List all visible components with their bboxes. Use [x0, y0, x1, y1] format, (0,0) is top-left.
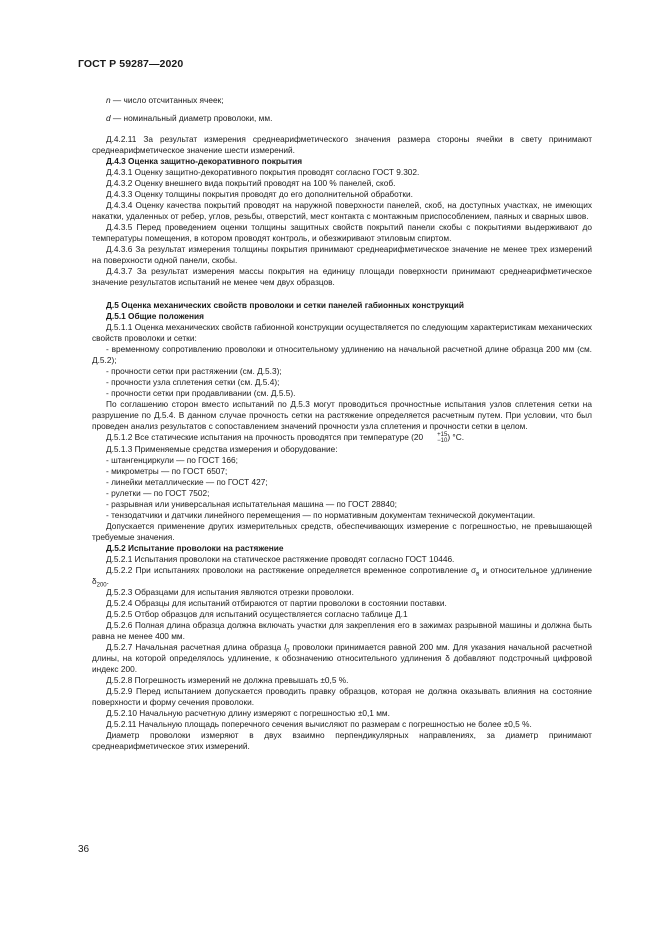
paragraph: Д.5.1.1 Оценка механических свойств габионной конструкции осуществляется по следующим характеристикам механических свойств проволоки и сетки: — [92, 322, 592, 343]
paragraph: Д.4.3.1 Оценку защитно-декоративного покрытия проводят согласно ГОСТ 9.302. — [106, 167, 420, 177]
list-item: - микрометры — по ГОСТ 6507; — [106, 466, 228, 476]
paragraph: Д.5.2.7 Начальная расчетная длина образца $l_0$ проволоки принимается равной 200 мм. Для указания начальной расчетной длины, на которой определялось удлинение, к обозначению относительного удлинения δ добавляют подстрочный цифровой индекс 200. — [92, 642, 592, 674]
list-item: - прочности сетки при растяжении (см. Д.5.3); — [106, 366, 282, 376]
document-header: ГОСТ Р 59287—2020 — [78, 58, 184, 70]
paragraph: Д.5.2.5 Отбор образцов для испытаний осуществляется согласно таблице Д.1 — [106, 609, 408, 619]
paragraph: Д.4.3.6 За результат измерения толщины покрытия принимают среднеарифметическое значение не менее трех измерений на поверхности одной панели, скобы. — [92, 244, 592, 265]
list-item: - тензодатчики и датчики линейного перемещения — по нормативным документам технической документации. — [106, 510, 536, 520]
paragraph: Д.5.2.2 При испытаниях проволоки на растяжение определяется временное сопротивление $\sigma_в$ и относительное удлинение $\delta_{200}$. — [92, 565, 592, 589]
paragraph: Диаметр проволоки измеряют в двух взаимно перпендикулярных направлениях, за диаметр принимают среднеарифметическое этих измерений. — [92, 730, 592, 751]
paragraph: Д.4.3.7 За результат измерения массы покрытия на единицу площади поверхности принимают среднеарифметическое значение результатов испытаний не менее чем двух образцов. — [92, 266, 592, 287]
paragraph: Д.5.2.9 Перед испытанием допускается проводить правку образцов, которая не должна оказывать влияния на состояние поверхности и форму сечения проволоки. — [92, 686, 592, 707]
variable-d-definition: d — номинальный диаметр проволоки, мм. — [106, 113, 273, 123]
page-number: 36 — [78, 844, 90, 855]
paragraph: По соглашению сторон вместо испытаний по Д.5.3 могут проводиться прочностные испытания узлов сплетения сетки на разрушение по Д.5.4. В данном случае прочность сетки на растяжение определяется расчетным путем. При условии, что был проведен анализ результатов с сопоставлением значений прочности узла сплетения и прочности сетки в целом. — [92, 399, 592, 431]
paragraph: Д.5.2.8 Погрешность измерений не должна превышать ±0,5 %. — [106, 675, 349, 685]
paragraph: Д.5.2.1 Испытания проволоки на статическое растяжение проводят согласно ГОСТ 10446. — [106, 554, 455, 564]
paragraph: Д.5.2.3 Образцами для испытания являются отрезки проволоки. — [106, 587, 354, 597]
paragraph: Д.5.2.10 Начальную расчетную длину измеряют с погрешностью ±0,1 мм. — [106, 708, 390, 718]
list-item: - штангенциркули — по ГОСТ 166; — [106, 455, 238, 465]
paragraph: Д.4.3.4 Оценку качества покрытий проводят на наружной поверхности панелей, скоб, на доступных участках, не имеющих накатки, удаленных от ребер, углов, резьбы, отверстий, мест контакта с монтажным приспособлением, паяных и сварных швов. — [92, 200, 592, 221]
list-item: - рулетки — по ГОСТ 7502; — [106, 488, 210, 498]
paragraph: Д.5.1.3 Применяемые средства измерения и оборудование: — [106, 444, 338, 454]
list-item: - прочности сетки при продавливании (см. Д.5.5). — [106, 388, 296, 398]
document-body — [92, 95, 592, 752]
subsection-heading: Д.5.1 Общие положения — [106, 311, 204, 321]
list-item: - разрывная или универсальная испытательная машина — по ГОСТ 28840; — [106, 499, 397, 509]
subsection-heading: Д.5.2 Испытание проволоки на растяжение — [106, 543, 284, 553]
paragraph: Д.4.3.2 Оценку внешнего вида покрытий проводят на 100 % панелей, скоб. — [106, 178, 396, 188]
paragraph: Д.5.2.6 Полная длина образца должна включать участки для закрепления его в зажимах разрывной машины и должна быть равна не менее 400 мм. — [92, 620, 592, 641]
paragraph: Д.5.1.2 Все статические испытания на прочность проводятся при температуре (20 +15 −10 ) °С. — [106, 432, 465, 444]
section-heading: Д.5 Оценка механических свойств проволоки и сетки панелей габионных конструкций — [106, 300, 464, 310]
paragraph: Д.4.3.5 Перед проведением оценки толщины защитных свойств покрытий панели скобы с покрытиями выдерживают до температуры помещения, в котором проводят контроль, и обезжиривают этиловым спиртом. — [92, 222, 592, 243]
paragraph: Д.4.2.11 За результат измерения среднеарифметического значения размера стороны ячейки в свету принимают среднеарифметическое значение шести измерений. — [92, 134, 592, 155]
section-heading: Д.4.3 Оценка защитно-декоративного покрытия — [106, 156, 303, 166]
list-item: - временному сопротивлению проволоки и относительному удлинению на начальной расчетной длине образца 200 мм (см. Д.5.2); — [92, 344, 592, 365]
paragraph: Д.5.2.11 Начальную площадь поперечного сечения вычисляют по размерам с погрешностью не более ±0,5 %. — [106, 719, 532, 729]
paragraph: Д.5.2.4 Образцы для испытаний отбираются от партии проволоки в состоянии поставки. — [106, 598, 447, 608]
list-item: - прочности узла сплетения сетки (см. Д.5.4); — [106, 377, 280, 387]
variable-n-definition: n — число отсчитанных ячеек; — [106, 95, 224, 105]
list-item: - линейки металлические — по ГОСТ 427; — [106, 477, 268, 487]
paragraph: Д.4.3.3 Оценку толщины покрытия проводят до его дополнительной обработки. — [106, 189, 413, 199]
paragraph: Допускается применение других измерительных средств, обеспечивающих измерение с погрешностью, не превышающей требуемые значения. — [92, 521, 592, 542]
